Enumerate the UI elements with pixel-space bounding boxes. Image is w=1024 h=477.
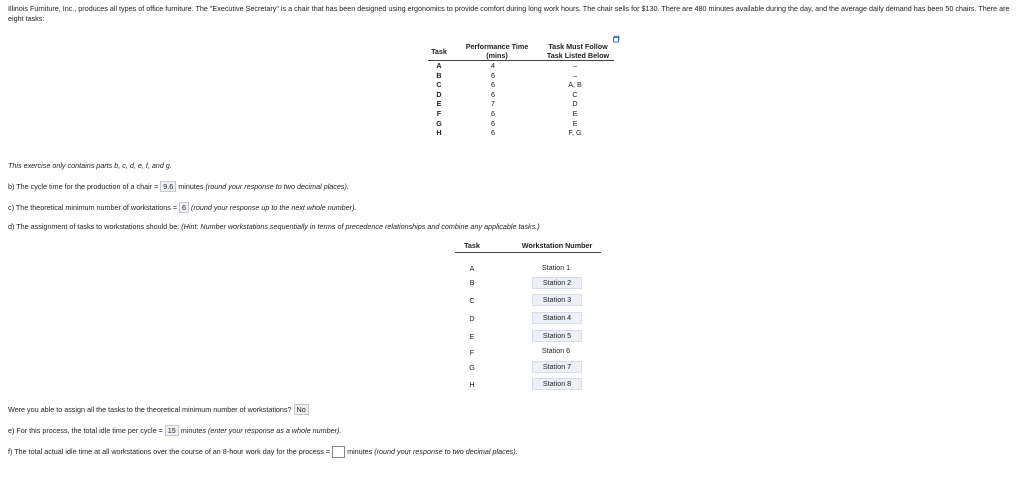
question-b xyxy=(8,181,349,192)
station-select[interactable]: Station 4 xyxy=(532,312,582,324)
follow-cell: – xyxy=(573,70,577,80)
assignment-task: E xyxy=(469,332,475,341)
follow-cell: E xyxy=(572,118,578,128)
problem-intro: Illinois Furniture, Inc., produces all types of office furniture. The "Executive Secretary" is a chair that has been designed using ergonomics to provide comfort during long work hours. The chair sells for $130. There are 480 minutes available during the day, and the average daily demand has been 50 chairs. There are eight tasks: xyxy=(8,4,1010,23)
assignment-task: G xyxy=(469,363,475,372)
time-cell: 6 xyxy=(491,80,495,90)
header-task: Task xyxy=(428,42,450,61)
station-select[interactable]: Station 2 xyxy=(532,277,582,289)
question-b-unit: minutes xyxy=(178,182,204,191)
table-row xyxy=(428,109,614,119)
question-c xyxy=(8,202,356,213)
follow-cell: A, B xyxy=(568,80,582,90)
time-cell: 4 xyxy=(491,61,495,70)
question-e-hint: (enter your response as a whole number). xyxy=(207,426,342,435)
task-cell: B xyxy=(436,70,442,80)
time-cell: 6 xyxy=(491,108,495,118)
question-f-hint: (round your response to two decimal places). xyxy=(374,446,518,456)
follow-cell: E xyxy=(572,108,578,118)
header-performance-time: Performance Time (mins) xyxy=(450,42,536,61)
question-e xyxy=(8,425,341,436)
table-row xyxy=(428,80,614,90)
assignment-header-divider xyxy=(455,252,601,253)
time-cell: 6 xyxy=(491,89,495,99)
question-f xyxy=(8,446,518,458)
question-c-prefix: c) The theoretical minimum number of workstations = xyxy=(8,203,178,212)
table-row xyxy=(428,71,614,81)
assignment-task: D xyxy=(469,314,475,323)
cycle-time-answer[interactable]: 9.6 xyxy=(160,181,176,192)
task-cell: C xyxy=(436,80,442,90)
table-row xyxy=(428,128,614,138)
assignment-header-station: Workstation Number xyxy=(521,241,593,250)
task-cell: F xyxy=(436,108,442,118)
task-cell: A xyxy=(436,61,442,70)
table-row xyxy=(428,61,614,71)
question-d xyxy=(8,222,540,231)
station-select[interactable]: Station 3 xyxy=(532,294,582,306)
station-select[interactable]: Station 8 xyxy=(532,378,582,390)
question-b-hint: (round your response to two decimal places). xyxy=(205,182,349,191)
assignment-header-task: Task xyxy=(464,241,480,250)
follow-cell: F, G xyxy=(568,128,582,138)
table-row xyxy=(428,90,614,100)
station-select[interactable]: Station 1 xyxy=(532,263,580,273)
min-workstations-answer[interactable]: 6 xyxy=(179,202,189,213)
station-select[interactable]: Station 5 xyxy=(532,330,582,342)
follow-cell: D xyxy=(572,99,578,109)
time-cell: 7 xyxy=(491,99,495,109)
question-f-prefix: f) The total actual idle time at all workstations over the course of an 8-hour work day for the process = xyxy=(8,446,331,456)
station-select[interactable]: Station 7 xyxy=(532,361,582,373)
task-cell: G xyxy=(436,118,442,128)
question-c-hint: (round your response up to the next whole number). xyxy=(191,203,357,212)
assign-answer[interactable]: No xyxy=(294,404,309,415)
assignment-task: C xyxy=(469,296,475,305)
time-cell: 6 xyxy=(491,70,495,80)
assignment-task: F xyxy=(469,348,475,357)
time-cell: 6 xyxy=(491,128,495,138)
task-data-table xyxy=(428,42,614,138)
question-d-hint: (Hint: Number workstations sequentially in terms of precedence relationships and combine any applicable tasks.) xyxy=(181,222,540,231)
assignment-task: B xyxy=(469,278,475,287)
station-select[interactable]: Station 6 xyxy=(532,346,580,356)
follow-cell: – xyxy=(573,61,577,70)
question-f-unit: minutes xyxy=(347,446,373,456)
question-g xyxy=(8,404,309,415)
task-cell: D xyxy=(436,89,442,99)
question-e-unit: minutes xyxy=(180,426,206,435)
task-cell: H xyxy=(436,128,442,138)
follow-cell: C xyxy=(572,89,578,99)
question-g-text: Were you able to assign all the tasks to the theoretical minimum number of workstations? xyxy=(8,405,292,414)
question-b-prefix: b) The cycle time for the production of a chair = xyxy=(8,182,159,191)
assignment-task: A xyxy=(469,264,475,273)
time-cell: 6 xyxy=(491,118,495,128)
question-d-prefix: d) The assignment of tasks to workstations should be: xyxy=(8,222,180,231)
table-row xyxy=(428,119,614,129)
idle-time-answer[interactable]: 15 xyxy=(165,425,179,436)
exercise-note: This exercise only contains parts b, c, d, e, f, and g. xyxy=(8,161,172,170)
header-task-must-follow: Task Must Follow Task Listed Below xyxy=(536,42,614,61)
question-e-prefix: e) For this process, the total idle time per cycle = xyxy=(8,426,163,435)
daily-idle-time-input[interactable] xyxy=(332,446,345,458)
table-row xyxy=(428,99,614,109)
task-cell: E xyxy=(436,99,442,109)
assignment-task: H xyxy=(469,380,475,389)
